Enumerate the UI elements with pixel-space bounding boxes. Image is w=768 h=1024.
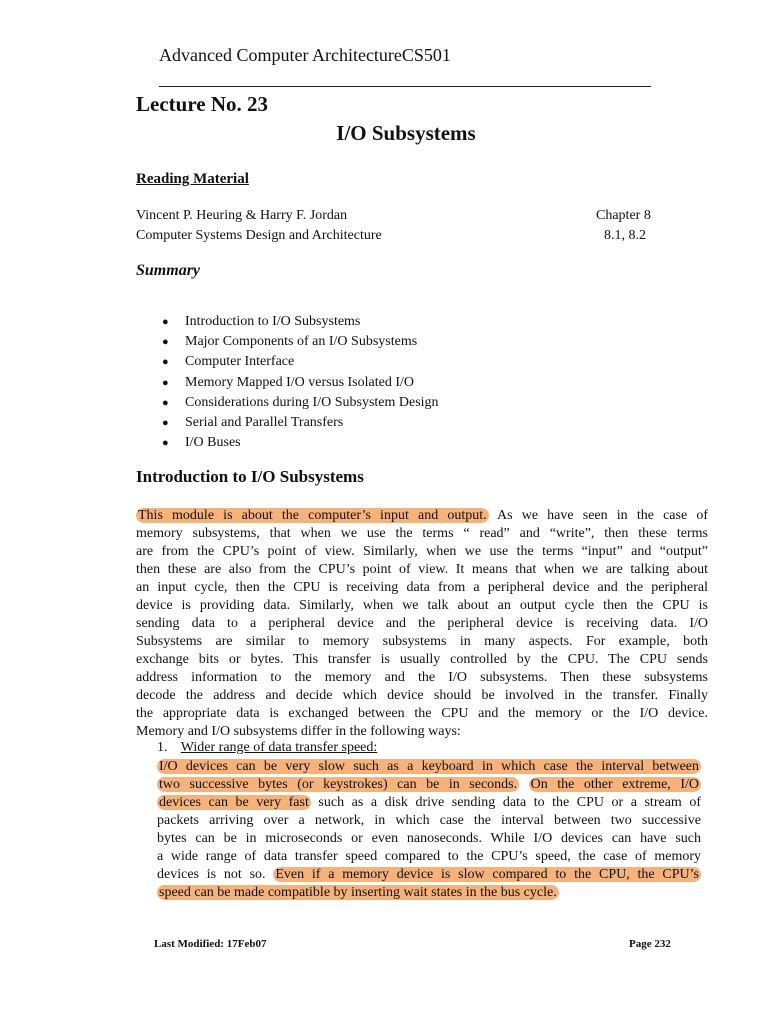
text-segment: device is providing data. Similarly, when we talk about an output cycle then the CPU is <box>136 598 708 613</box>
text-line <box>136 723 708 741</box>
text-line <box>136 669 708 687</box>
text-line <box>157 884 701 902</box>
summary-item <box>160 393 439 413</box>
course-title: Advanced Computer ArchitectureCS501 <box>159 45 451 65</box>
text-segment: memory subsystems, that when we use the terms “ read” and “write”, then these terms <box>136 526 708 541</box>
summary-item-label: Introduction to I/O Subsystems <box>185 314 361 329</box>
summary-item <box>160 413 439 433</box>
text-segment: decode the address and decide which device should be involved in the transfer. Finally <box>136 688 708 703</box>
text-segment: Memory and I/O subsystems differ in the following ways: <box>136 724 461 739</box>
text-line <box>136 687 708 705</box>
bullet-icon: ● <box>162 336 169 349</box>
text-segment: the appropriate data is exchanged between the CPU and the memory or the I/O device. <box>136 706 708 721</box>
text-segment: then these are also from the CPU’s point of view. It means that when we are talking about <box>136 562 708 577</box>
text-line <box>136 651 708 669</box>
summary-item-label: Serial and Parallel Transfers <box>185 415 344 431</box>
text-line <box>157 794 701 812</box>
bullet-icon: ● <box>162 437 169 450</box>
bullet-icon: ● <box>162 316 169 328</box>
text-line <box>136 525 708 543</box>
text-segment: such as a disk drive sending data to the CPU or a stream of <box>310 795 701 810</box>
bullet-icon: ● <box>162 417 169 430</box>
header-rule <box>159 86 651 87</box>
summary-item-label: Computer Interface <box>185 354 295 370</box>
intro-heading: Introduction to I/O Subsystems <box>136 467 364 486</box>
text-segment: packets arriving over a network, in which case the interval between two successive <box>157 813 701 828</box>
highlighted-text: speed can be made compatible by inserting wait states in the bus cycle. <box>159 885 557 900</box>
summary-item-label: Major Components of an I/O Subsystems <box>185 334 418 350</box>
bullet-icon: ● <box>162 376 169 389</box>
text-line <box>136 543 708 561</box>
text-segment: are from the CPU’s point of view. Similarly, when we use the terms “input” and “output” <box>136 544 708 559</box>
list-item-number: 1. <box>157 740 168 755</box>
text-line <box>157 866 701 884</box>
text-line <box>136 579 708 597</box>
list-item-body <box>157 758 701 902</box>
lecture-subject: I/O Subsystems <box>336 121 476 145</box>
summary-item <box>160 373 439 393</box>
highlighted-text: I/O devices can be very slow such as a keyboard in which case the interval between <box>159 759 699 774</box>
reference-sections: 8.1, 8.2 <box>604 228 646 243</box>
text-segment: a wide range of data transfer speed compared to the CPU’s speed, the case of memory <box>157 849 701 864</box>
reference-chapter: Chapter 8 <box>596 208 651 223</box>
list-item-heading <box>157 740 377 756</box>
footer-last-modified: Last Modified: 17Feb07 <box>154 938 267 950</box>
summary-item-label: I/O Buses <box>185 435 241 451</box>
text-line <box>136 597 708 615</box>
reference-authors: Vincent P. Heuring & Harry F. Jordan <box>136 208 348 223</box>
summary-item <box>160 433 439 453</box>
text-segment: devices is not so. <box>157 867 274 882</box>
text-line <box>136 705 708 723</box>
highlighted-text: devices can be very fast <box>159 795 309 810</box>
text-segment: address information to the memory and the I/O subsystems. Then these subsystems <box>136 670 708 685</box>
bullet-icon: ● <box>162 396 169 409</box>
text-line <box>157 776 701 794</box>
bullet-icon: ● <box>162 356 169 369</box>
reference-book-title: Computer Systems Design and Architecture <box>136 228 382 243</box>
highlighted-text: This module is about the computer’s input and output. <box>138 508 487 523</box>
text-segment: As we have seen in the case of <box>488 508 708 523</box>
summary-item-label: Memory Mapped I/O versus Isolated I/O <box>185 374 415 390</box>
highlighted-text: Even if a memory device is slow compared to the CPU, the CPU’s <box>275 867 699 882</box>
text-line <box>157 848 701 866</box>
text-line <box>136 507 708 525</box>
text-line <box>136 633 708 651</box>
text-segment: Subsystems are similar to memory subsystems in many aspects. For example, both <box>136 634 708 649</box>
highlighted-text: two successive bytes (or keystrokes) can be in seconds. <box>159 777 518 792</box>
summary-heading: Summary <box>136 262 201 279</box>
list-item-label: Wider range of data transfer speed: <box>180 740 378 755</box>
text-line <box>157 758 701 776</box>
text-segment: sending data to a peripheral device and the peripheral device is receiving data. I/O <box>136 616 708 631</box>
text-line <box>136 615 708 633</box>
highlighted-text: On the other extreme, I/O <box>530 777 699 792</box>
footer-page-number: Page 232 <box>629 938 671 950</box>
summary-item <box>160 312 439 332</box>
intro-paragraph <box>136 507 708 741</box>
text-segment: an input cycle, then the CPU is receiving data from a peripheral device and the peripheral <box>136 580 708 595</box>
summary-list <box>160 312 439 453</box>
text-line <box>157 812 701 830</box>
summary-item <box>160 332 439 352</box>
text-line <box>157 830 701 848</box>
text-segment: bytes can be in microseconds or even nanoseconds. While I/O devices can have such <box>157 831 701 846</box>
text-line <box>136 561 708 579</box>
lecture-number: Lecture No. 23 <box>136 92 268 116</box>
reading-material-heading: Reading Material <box>136 171 249 187</box>
summary-item <box>160 352 439 372</box>
summary-item-label: Considerations during I/O Subsystem Design <box>185 394 439 410</box>
text-segment: exchange bits or bytes. This transfer is usually controlled by the CPU. The CPU sends <box>136 652 708 667</box>
